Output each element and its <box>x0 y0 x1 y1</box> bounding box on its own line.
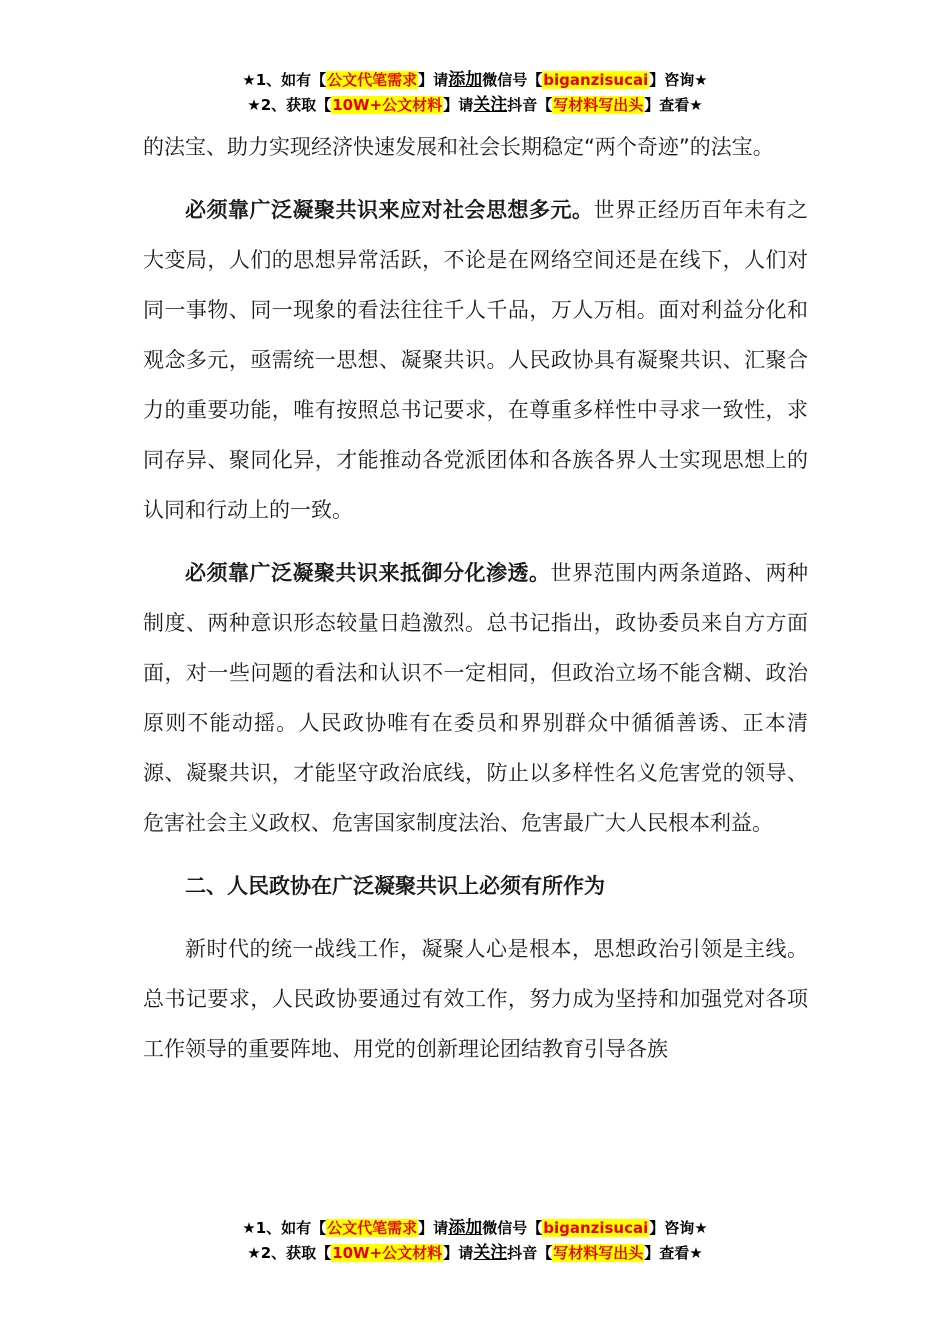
document-body <box>143 122 808 1087</box>
banner-text: 】请 <box>443 96 474 114</box>
banner-emphasis: 关注 <box>473 95 508 115</box>
banner-text: 抖音【 <box>507 1244 553 1262</box>
paragraph-united-front: 新时代的统一战线工作，凝聚人心是根本，思想政治引领是主线。总书记要求，人民政协要通过有效工作，努力成为坚持和加强党对各项工作领导的重要阵地、用党的创新理论团结教育引导各族 <box>143 937 808 1061</box>
section-heading: 二、人民政协在广泛凝聚共识上必须有所作为 <box>185 874 605 898</box>
banner-highlight: 写材料写出头 <box>553 1244 644 1262</box>
banner-line-2 <box>0 1241 950 1266</box>
banner-text: 抖音【 <box>507 96 553 114</box>
paragraph-lead: 必须靠广泛凝聚共识来应对社会思想多元。 <box>185 198 594 222</box>
banner-highlight: biganzisucai <box>543 1219 649 1237</box>
banner-text: ★1、如有【 <box>242 1219 327 1237</box>
banner-highlight: 10W+公文材料 <box>332 1244 443 1262</box>
banner-highlight: 10W+公文材料 <box>332 96 443 114</box>
paragraph-infiltration <box>143 548 808 848</box>
banner-line-1 <box>0 1216 950 1241</box>
paragraph-social-thought <box>143 185 808 535</box>
banner-line-2 <box>0 93 950 118</box>
paragraph-continuation: 的法宝、助力实现经济快速发展和社会长期稳定“两个奇迹”的法宝。 <box>143 135 774 159</box>
banner-text: 】请 <box>418 71 449 89</box>
banner-text: 】请 <box>418 1219 449 1237</box>
banner-text: 】查看★ <box>644 1244 703 1262</box>
banner-text: ★1、如有【 <box>242 71 327 89</box>
banner-text: 】咨询★ <box>649 1219 708 1237</box>
banner-line-1 <box>0 68 950 93</box>
header-banner <box>0 68 950 118</box>
banner-text: 】查看★ <box>644 96 703 114</box>
banner-text: 】请 <box>443 1244 474 1262</box>
banner-text: ★2、获取【 <box>247 1244 332 1262</box>
paragraph-text: 世界范围内两条道路、两种制度、两种意识形态较量日趋激烈。总书记指出，政协委员来自方方面面，对一些问题的看法和认识不一定相同，但政治立场不能含糊、政治原则不能动摇。人民政协唯有在委员和界别群众中循循善诱、正本清源、凝聚共识，才能坚守政治底线，防止以多样性名义危害党的领导、危害社会主义政权、危害国家制度法治、危害最广大人民根本利益。 <box>143 561 808 835</box>
banner-highlight: 写材料写出头 <box>553 96 644 114</box>
paragraph-text: 世界正经历百年未有之大变局，人们的思想异常活跃，不论是在网络空间还是在线下，人们对同一事物、同一现象的看法往往千人千品，万人万相。面对利益分化和观念多元，亟需统一思想、凝聚共识。人民政协具有凝聚共识、汇聚合力的重要功能，唯有按照总书记要求，在尊重多样性中寻求一致性，求同存异、聚同化异，才能推动各党派团体和各族各界人士实现思想上的认同和行动上的一致。 <box>143 198 808 522</box>
banner-emphasis: 关注 <box>473 1243 508 1263</box>
banner-emphasis: 添加 <box>448 1218 483 1238</box>
banner-emphasis: 添加 <box>448 70 483 90</box>
banner-highlight: biganzisucai <box>543 71 649 89</box>
banner-text: 】咨询★ <box>649 71 708 89</box>
banner-text: 微信号【 <box>482 71 543 89</box>
banner-highlight: 公文代笔需求 <box>327 71 418 89</box>
banner-text: 微信号【 <box>482 1219 543 1237</box>
banner-highlight: 公文代笔需求 <box>327 1219 418 1237</box>
paragraph-lead: 必须靠广泛凝聚共识来抵御分化渗透。 <box>185 561 551 585</box>
banner-text: ★2、获取【 <box>247 96 332 114</box>
footer-banner <box>0 1216 950 1266</box>
